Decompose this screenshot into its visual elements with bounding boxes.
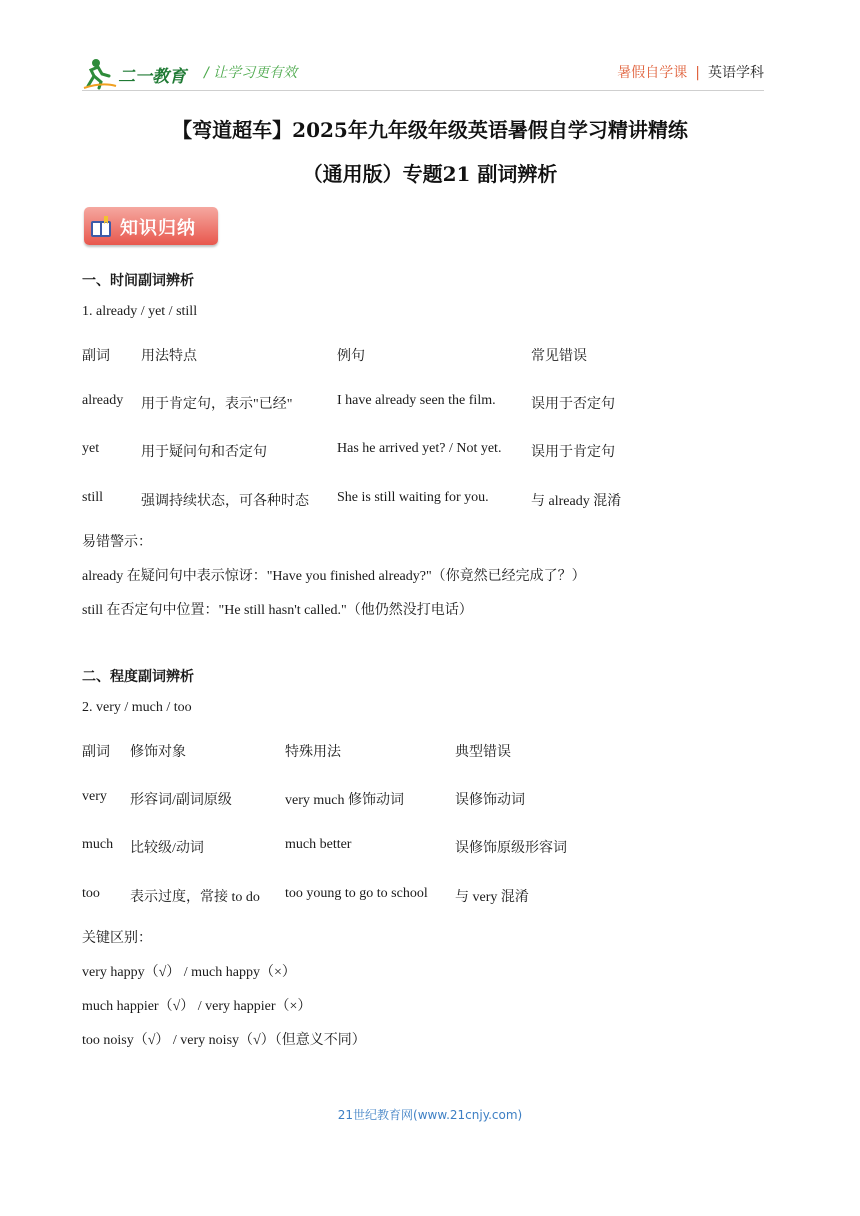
header-divider xyxy=(82,90,764,91)
book-icon xyxy=(90,215,112,239)
section2-subheading: 2. very / much / too xyxy=(82,700,192,715)
table1-header: 常见错误 xyxy=(531,348,587,364)
table1-header: 副词 xyxy=(82,348,110,364)
warning-note: already 在疑问句中表示惊讶："Have you finished already?"（你竟然已经完成了？） xyxy=(82,569,586,584)
table1-cell: 与 already 混淆 xyxy=(531,494,622,509)
table2-cell: too xyxy=(82,886,100,901)
subject-label: 英语学科 xyxy=(708,65,764,81)
table2-cell: very xyxy=(82,789,107,804)
table2-cell: 形容词/副词原级 xyxy=(130,793,232,808)
header-separator: | xyxy=(695,65,700,81)
table1-cell: yet xyxy=(82,441,100,456)
table2-header: 特殊用法 xyxy=(285,744,341,760)
brand-logo xyxy=(82,56,192,90)
table2-header: 修饰对象 xyxy=(130,744,186,760)
warning-title: 易错警示： xyxy=(82,534,152,550)
table2-cell: much xyxy=(82,837,114,852)
key-difference-note: much happier（√） / very happier（×） xyxy=(82,999,312,1014)
knowledge-summary-badge xyxy=(84,207,218,245)
warning-note: still 在否定句中位置："He still hasn't called."（他仍然没打电话） xyxy=(82,603,473,618)
badge-label: 知识归纳 xyxy=(120,218,196,239)
table2-cell: 误修饰原级形容词 xyxy=(455,841,567,856)
table1-cell: 强调持续状态，可各种时态 xyxy=(141,494,309,509)
section2-heading: 二、程度副词辨析 xyxy=(82,669,194,685)
page-header xyxy=(82,52,764,90)
table2-cell: much better xyxy=(285,837,352,852)
header-course-info xyxy=(617,62,764,82)
key-difference-note: very happy（√） / much happy（×） xyxy=(82,965,296,980)
table1-cell: 误用于否定句 xyxy=(531,397,615,412)
table1-cell: 误用于肯定句 xyxy=(531,445,615,460)
table1-cell: She is still waiting for you. xyxy=(337,490,489,505)
page-title-line2: （通用版）专题21 副词辨析 xyxy=(302,162,558,186)
key-difference-title: 关键区别： xyxy=(82,930,152,946)
section1-subheading: 1. already / yet / still xyxy=(82,304,198,319)
table1-cell: still xyxy=(82,490,104,505)
table2-header: 副词 xyxy=(82,744,110,760)
table2-cell: too young to go to school xyxy=(285,886,428,901)
section1-heading: 一、时间副词辨析 xyxy=(82,273,194,289)
table2-cell: very much 修饰动词 xyxy=(285,793,404,808)
table1-cell: 用于疑问句和否定句 xyxy=(141,445,267,460)
page-footer: 21世纪教育网(www.21cnjy.com) xyxy=(337,1108,523,1122)
table1-cell: I have already seen the film. xyxy=(337,393,496,408)
table1-cell: Has he arrived yet? / Not yet. xyxy=(337,441,502,456)
runner-icon xyxy=(84,59,116,88)
table2-cell: 误修饰动词 xyxy=(455,793,525,808)
key-difference-note: too noisy（√） / very noisy（√）（但意义不同） xyxy=(82,1033,366,1048)
brand-name: 二一教育 xyxy=(118,67,186,87)
table2-cell: 比较级/动词 xyxy=(130,841,204,856)
table1-cell: 用于肯定句，表示"已经" xyxy=(141,397,293,412)
table1-header: 用法特点 xyxy=(141,348,197,364)
course-label: 暑假自学课 xyxy=(617,65,688,81)
table1-cell: already xyxy=(82,393,124,408)
table2-header: 典型错误 xyxy=(455,744,511,760)
table2-cell: 表示过度，常接 to do xyxy=(130,890,260,905)
page-title-line1: 【弯道超车】2025年九年级年级英语暑假自学习精讲精练 xyxy=(172,118,688,142)
table2-cell: 与 very 混淆 xyxy=(455,890,529,905)
slogan: / 让学习更有效 xyxy=(204,65,298,81)
table1-header: 例句 xyxy=(337,348,365,364)
